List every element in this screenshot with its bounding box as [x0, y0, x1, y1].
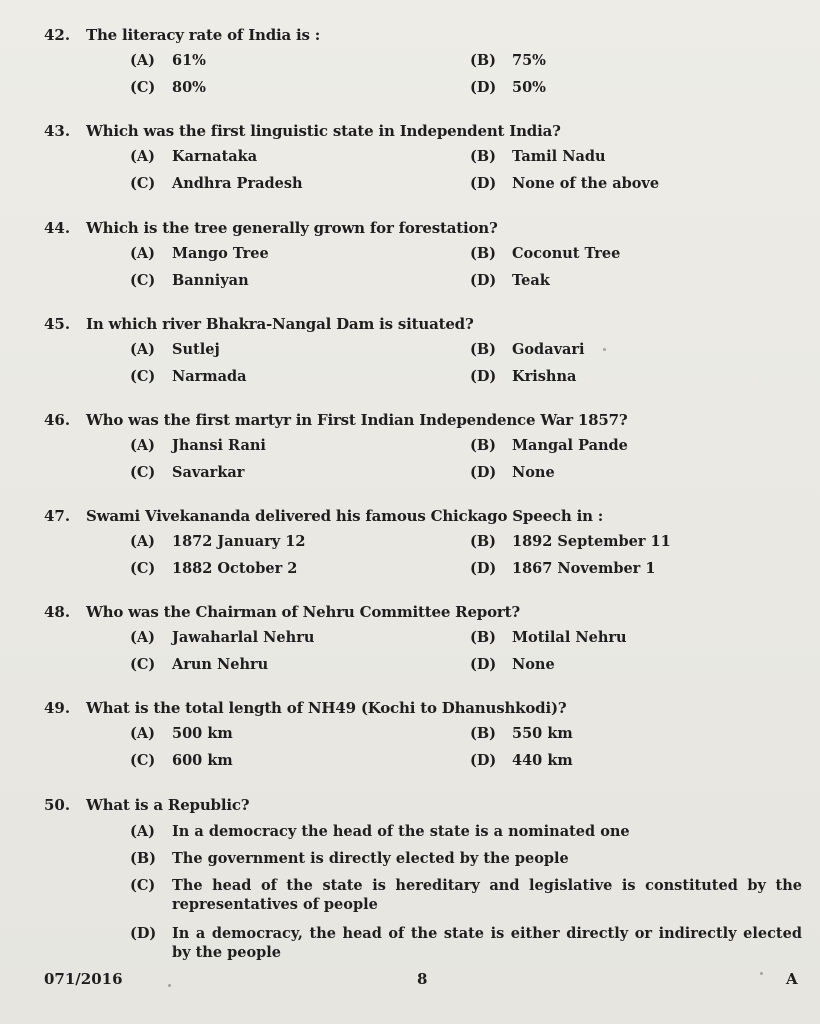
option-label: (B)	[130, 850, 156, 867]
option-label: (C)	[130, 272, 156, 289]
option-text: Jawaharlal Nehru	[172, 629, 315, 646]
option-label: (B)	[470, 245, 496, 262]
option-label: (D)	[470, 752, 497, 769]
option-text: 1892 September 11	[512, 533, 671, 550]
question-number: 47.	[44, 507, 71, 525]
option-label: (A)	[130, 341, 155, 358]
option-label: (B)	[470, 437, 496, 454]
question-text: What is the total length of NH49 (Kochi to Dhanushkodi)?	[86, 699, 567, 717]
option-text: Mango Tree	[172, 245, 269, 262]
page-number: 8	[417, 970, 428, 988]
question-text: Which is the tree generally grown for forestation?	[86, 219, 498, 237]
option-label: (D)	[130, 925, 157, 942]
option-label: (A)	[130, 823, 155, 840]
option-text: 75%	[512, 52, 546, 69]
option-label: (D)	[470, 272, 497, 289]
option-label: (A)	[130, 52, 155, 69]
option-text: Savarkar	[172, 464, 245, 481]
option-text: Jhansi Rani	[172, 437, 266, 454]
option-text: 550 km	[512, 725, 573, 742]
option-label: (D)	[470, 175, 497, 192]
option-text: Mangal Pande	[512, 437, 628, 454]
option-label: (B)	[470, 52, 496, 69]
option-label: (C)	[130, 175, 156, 192]
option-text: Banniyan	[172, 272, 249, 289]
option-label: (D)	[470, 79, 497, 96]
option-text: 1882 October 2	[172, 560, 298, 577]
question-number: 46.	[44, 411, 71, 429]
option-text: Tamil Nadu	[512, 148, 606, 165]
option-text: 500 km	[172, 725, 233, 742]
option-text: Motilal Nehru	[512, 629, 627, 646]
option-label: (B)	[470, 148, 496, 165]
option-label: (C)	[130, 752, 156, 769]
question-text: Swami Vivekananda delivered his famous Chickago Speech in :	[86, 507, 604, 525]
question-number: 44.	[44, 219, 71, 237]
option-text: 80%	[172, 79, 206, 96]
option-text: In a democracy, the head of the state is either directly or indirectly elected by the people	[172, 925, 802, 961]
option-text: 61%	[172, 52, 206, 69]
option-label: (D)	[470, 464, 497, 481]
question-text: Who was the Chairman of Nehru Committee Report?	[86, 603, 520, 621]
option-text: Karnataka	[172, 148, 258, 165]
option-text: Andhra Pradesh	[172, 175, 303, 192]
option-label: (D)	[470, 368, 497, 385]
option-label: (A)	[130, 245, 155, 262]
option-label: (A)	[130, 437, 155, 454]
question-text: What is a Republic?	[86, 796, 250, 814]
option-text: None of the above	[512, 175, 660, 192]
scan-speck	[168, 984, 171, 987]
question-text: Who was the first martyr in First Indian Independence War 1857?	[86, 411, 628, 429]
option-label: (A)	[130, 533, 155, 550]
option-label: (C)	[130, 79, 156, 96]
option-label: (C)	[130, 368, 156, 385]
option-text: 440 km	[512, 752, 573, 769]
option-text: Arun Nehru	[172, 656, 269, 673]
question-number: 45.	[44, 315, 71, 333]
option-text: The government is directly elected by the people	[172, 850, 569, 867]
question-text: The literacy rate of India is :	[86, 26, 321, 44]
option-label: (A)	[130, 148, 155, 165]
question-text: In which river Bhakra-Nangal Dam is situated?	[86, 315, 474, 333]
option-text: None	[512, 656, 555, 673]
option-text: 600 km	[172, 752, 233, 769]
option-label: (C)	[130, 877, 156, 894]
option-text: Sutlej	[172, 341, 220, 358]
question-set: A	[786, 970, 798, 988]
option-label: (D)	[470, 560, 497, 577]
question-text: Which was the first linguistic state in Independent India?	[86, 122, 561, 140]
question-number: 49.	[44, 699, 71, 717]
option-label: (C)	[130, 656, 156, 673]
option-label: (B)	[470, 629, 496, 646]
option-text: In a democracy the head of the state is a nominated one	[172, 823, 630, 840]
question-number: 48.	[44, 603, 71, 621]
option-label: (A)	[130, 725, 155, 742]
option-text: Teak	[512, 272, 550, 289]
scan-speck	[603, 348, 606, 351]
question-number: 50.	[44, 796, 71, 814]
option-text: Godavari	[512, 341, 585, 358]
option-text: 1872 January 12	[172, 533, 306, 550]
option-label: (C)	[130, 560, 156, 577]
option-label: (B)	[470, 725, 496, 742]
option-label: (B)	[470, 533, 496, 550]
question-number: 43.	[44, 122, 71, 140]
option-text: Narmada	[172, 368, 247, 385]
option-text: 1867 November 1	[512, 560, 656, 577]
paper-code: 071/2016	[44, 970, 123, 988]
option-text: Krishna	[512, 368, 577, 385]
option-label: (D)	[470, 656, 497, 673]
option-text: None	[512, 464, 555, 481]
option-text: The head of the state is hereditary and legislative is constituted by the representatives of people	[172, 877, 802, 913]
option-text: Coconut Tree	[512, 245, 621, 262]
scan-speck	[760, 972, 763, 975]
option-label: (A)	[130, 629, 155, 646]
option-label: (C)	[130, 464, 156, 481]
option-label: (B)	[470, 341, 496, 358]
option-text: 50%	[512, 79, 546, 96]
question-number: 42.	[44, 26, 71, 44]
